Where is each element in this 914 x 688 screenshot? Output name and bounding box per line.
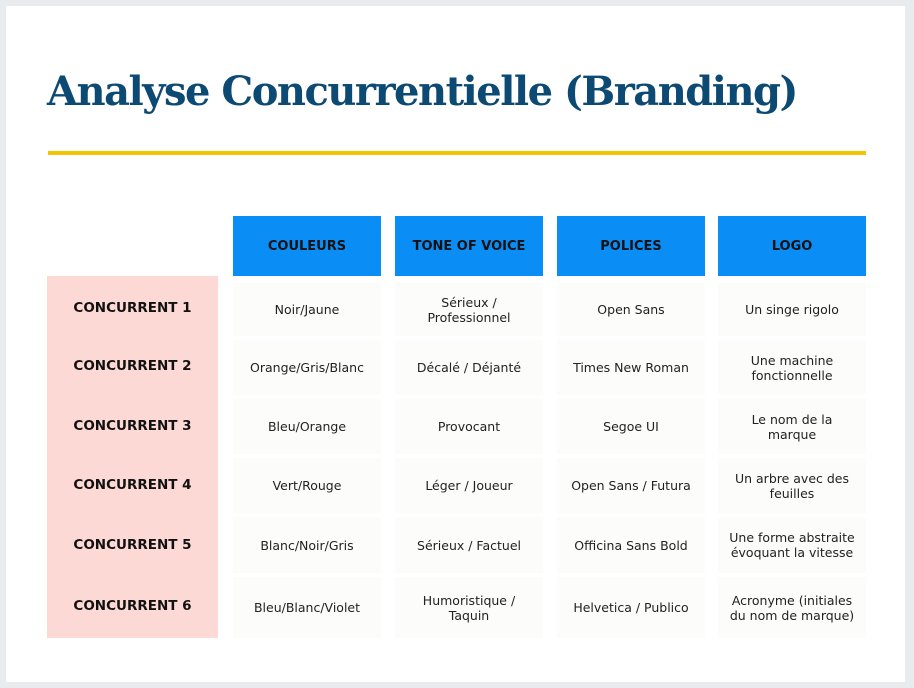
row-label-concurrent-1: CONCURRENT 1 — [73, 300, 192, 316]
table-cell-r3-tone: Provocant — [395, 399, 543, 454]
table-cell-r6-tone: Humoristique / Taquin — [395, 577, 543, 638]
table-cell-r6-polices: Helvetica / Publico — [557, 577, 705, 638]
table-cell-r2-tone: Décalé / Déjanté — [395, 340, 543, 395]
row-label-concurrent-5: CONCURRENT 5 — [73, 537, 192, 553]
table-cell-r1-polices: Open Sans — [557, 283, 705, 336]
slide-title: Analyse Concurrentielle (Branding) — [47, 68, 797, 115]
table-cell-r6-couleurs: Bleu/Blanc/Violet — [233, 577, 381, 638]
row-label-concurrent-3: CONCURRENT 3 — [73, 418, 192, 434]
title-underline — [48, 151, 866, 155]
column-header-polices: POLICES — [557, 216, 705, 276]
table-cell-r3-logo: Le nom de la marque — [718, 399, 866, 454]
table-cell-r1-logo: Un singe rigolo — [718, 283, 866, 336]
row-label-concurrent-2: CONCURRENT 2 — [73, 358, 192, 374]
column-header-tone-of-voice: TONE OF VOICE — [395, 216, 543, 276]
table-cell-r2-couleurs: Orange/Gris/Blanc — [233, 340, 381, 395]
table-cell-r2-polices: Times New Roman — [557, 340, 705, 395]
row-label-concurrent-6: CONCURRENT 6 — [73, 598, 192, 614]
column-header-couleurs: COULEURS — [233, 216, 381, 276]
table-cell-r6-logo: Acronyme (initiales du nom de marque) — [718, 577, 866, 638]
table-cell-r1-tone: Sérieux / Professionnel — [395, 283, 543, 336]
table-cell-r3-couleurs: Bleu/Orange — [233, 399, 381, 454]
table-cell-r4-polices: Open Sans / Futura — [557, 458, 705, 513]
table-cell-r5-polices: Officina Sans Bold — [557, 517, 705, 573]
table-cell-r4-logo: Un arbre avec des feuilles — [718, 458, 866, 513]
table-cell-r5-logo: Une forme abstraite évoquant la vitesse — [718, 517, 866, 573]
table-cell-r1-couleurs: Noir/Jaune — [233, 283, 381, 336]
row-label-concurrent-4: CONCURRENT 4 — [73, 477, 192, 493]
table-cell-r4-tone: Léger / Joueur — [395, 458, 543, 513]
table-cell-r5-tone: Sérieux / Factuel — [395, 517, 543, 573]
table-cell-r4-couleurs: Vert/Rouge — [233, 458, 381, 513]
table-cell-r3-polices: Segoe UI — [557, 399, 705, 454]
table-cell-r2-logo: Une machine fonctionnelle — [718, 340, 866, 395]
column-header-logo: LOGO — [718, 216, 866, 276]
table-cell-r5-couleurs: Blanc/Noir/Gris — [233, 517, 381, 573]
row-label-column — [47, 276, 218, 638]
slide — [6, 6, 905, 682]
